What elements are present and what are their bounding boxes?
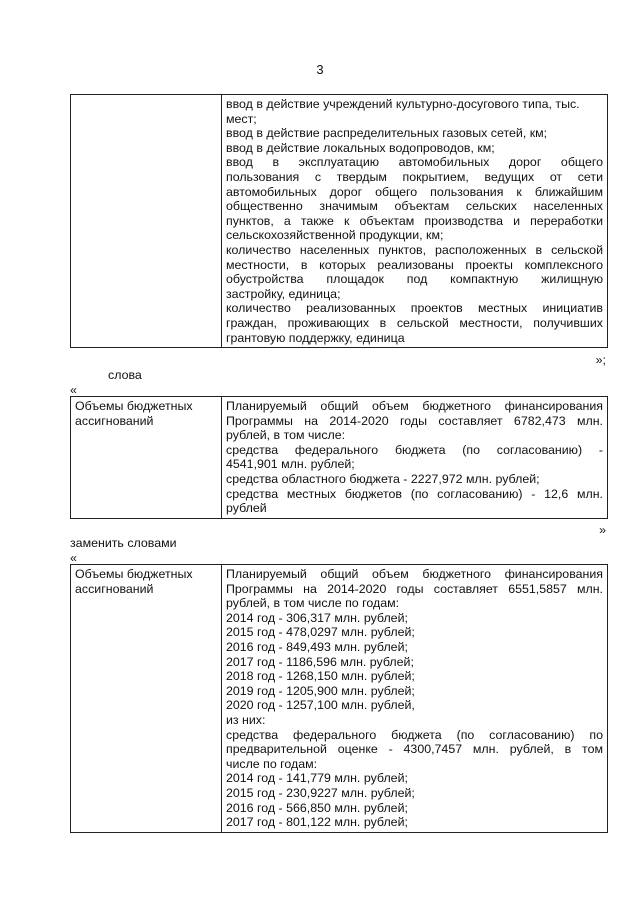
- table-indicators-left-cell: [71, 95, 222, 348]
- indicator-line: обустройства площадок под компактную жилищную: [226, 272, 603, 287]
- budget-line: предварительной оценке - 4300,7457 млн. рублей, в том: [226, 742, 603, 757]
- budget-line: Программы на 2014-2020 годы составляет 6782,473 млн.: [226, 413, 603, 428]
- budget-line: 2017 год - 1186,596 млн. рублей;: [226, 654, 414, 669]
- indicator-line: сельскохозяйственной продукции, км;: [226, 228, 444, 243]
- close-quote: »;: [595, 353, 606, 367]
- budget-line: 2020 год - 1257,100 млн. рублей,: [226, 698, 415, 713]
- budget-line: 4541,901 млн. рублей;: [226, 457, 355, 472]
- indicator-line: количество населенных пунктов, расположенных в сельской: [226, 242, 603, 257]
- budget-line: рублей: [226, 501, 267, 516]
- budget-line: 2016 год - 849,493 млн. рублей;: [226, 639, 408, 654]
- budget-label: Объемы бюджетных: [75, 399, 193, 413]
- budget-line: Программы на 2014-2020 годы составляет 6551,5857 млн.: [226, 581, 603, 596]
- replace-words: заменить словами: [70, 536, 177, 550]
- budget-line: 2014 год - 141,779 млн. рублей;: [226, 771, 408, 786]
- budget-label: ассигнований: [75, 581, 154, 596]
- budget-line: рублей, в том числе:: [226, 428, 346, 443]
- budget-line: средства федерального бюджета (по согласованию) -: [226, 442, 603, 457]
- table-new-budget-right-cell: [222, 565, 608, 833]
- indicator-line: автомобильных дорог общего пользования к ближайшим: [226, 184, 603, 199]
- table-new-budget: [70, 564, 608, 833]
- indicator-line: пользования с твердым покрытием, ведущих от сети: [226, 169, 603, 184]
- page-number: 3: [316, 62, 324, 77]
- table-new-budget-left-cell: [71, 565, 222, 833]
- table-indicators-right-cell: [222, 95, 608, 348]
- indicator-line: пунктов, а также к объектам производства и переработки: [226, 213, 603, 228]
- table-old-budget-left-cell: [71, 397, 222, 519]
- budget-line: 2019 год - 1205,900 млн. рублей;: [226, 683, 415, 698]
- budget-label: Объемы бюджетных: [75, 567, 193, 581]
- indicator-line: общественно значимым объектам сельских населенных: [226, 199, 603, 214]
- word-slova: слова: [108, 368, 142, 382]
- open-quote: «: [70, 551, 77, 565]
- budget-label: ассигнований: [75, 413, 154, 428]
- indicator-line: местности, в которых реализованы проекты комплексного: [226, 257, 603, 272]
- indicator-line: ввод в действие распределительных газовых сетей, км;: [226, 126, 548, 141]
- budget-line: Планируемый общий объем бюджетного финансирования: [226, 567, 603, 581]
- budget-line: средства федерального бюджета (по согласованию) по: [226, 727, 603, 742]
- indicator-line: ввод в эксплуатацию автомобильных дорог общего: [226, 155, 603, 170]
- open-quote: «: [70, 383, 77, 397]
- table-old-budget-right-cell: [222, 397, 608, 519]
- indicator-line: граждан, проживающих в сельской местности, получивших: [226, 315, 603, 330]
- close-quote: »: [599, 523, 606, 537]
- indicator-line: ввод в действие учреждений культурно-досугового типа, тыс.: [226, 97, 580, 111]
- table-old-budget: [70, 396, 608, 519]
- budget-line: средства областного бюджета - 2227,972 млн. рублей;: [226, 471, 540, 486]
- budget-line: 2015 год - 478,0297 млн. рублей;: [226, 625, 415, 640]
- budget-line: рублей, в том числе по годам:: [226, 596, 400, 611]
- budget-line: числе по годам:: [226, 756, 318, 771]
- budget-line: 2018 год - 1268,150 млн. рублей;: [226, 669, 415, 684]
- indicator-line: мест;: [226, 111, 257, 126]
- indicator-line: грантовую поддержку, единица: [226, 330, 405, 345]
- budget-line: 2015 год - 230,9227 млн. рублей;: [226, 785, 415, 800]
- budget-line: Планируемый общий объем бюджетного финансирования: [226, 399, 603, 413]
- table-indicators: [70, 94, 608, 348]
- budget-line: средства местных бюджетов (по согласованию) - 12,6 млн.: [226, 486, 603, 501]
- indicator-line: ввод в действие локальных водопроводов, км;: [226, 140, 495, 155]
- budget-line: 2014 год - 306,317 млн. рублей;: [226, 610, 408, 625]
- budget-line: из них:: [226, 712, 266, 727]
- budget-line: 2017 год - 801,122 млн. рублей;: [226, 815, 408, 830]
- indicator-line: количество реализованных проектов местных инициатив: [226, 301, 603, 316]
- budget-line: 2016 год - 566,850 млн. рублей;: [226, 800, 408, 815]
- indicator-line: застройку, единица;: [226, 286, 341, 301]
